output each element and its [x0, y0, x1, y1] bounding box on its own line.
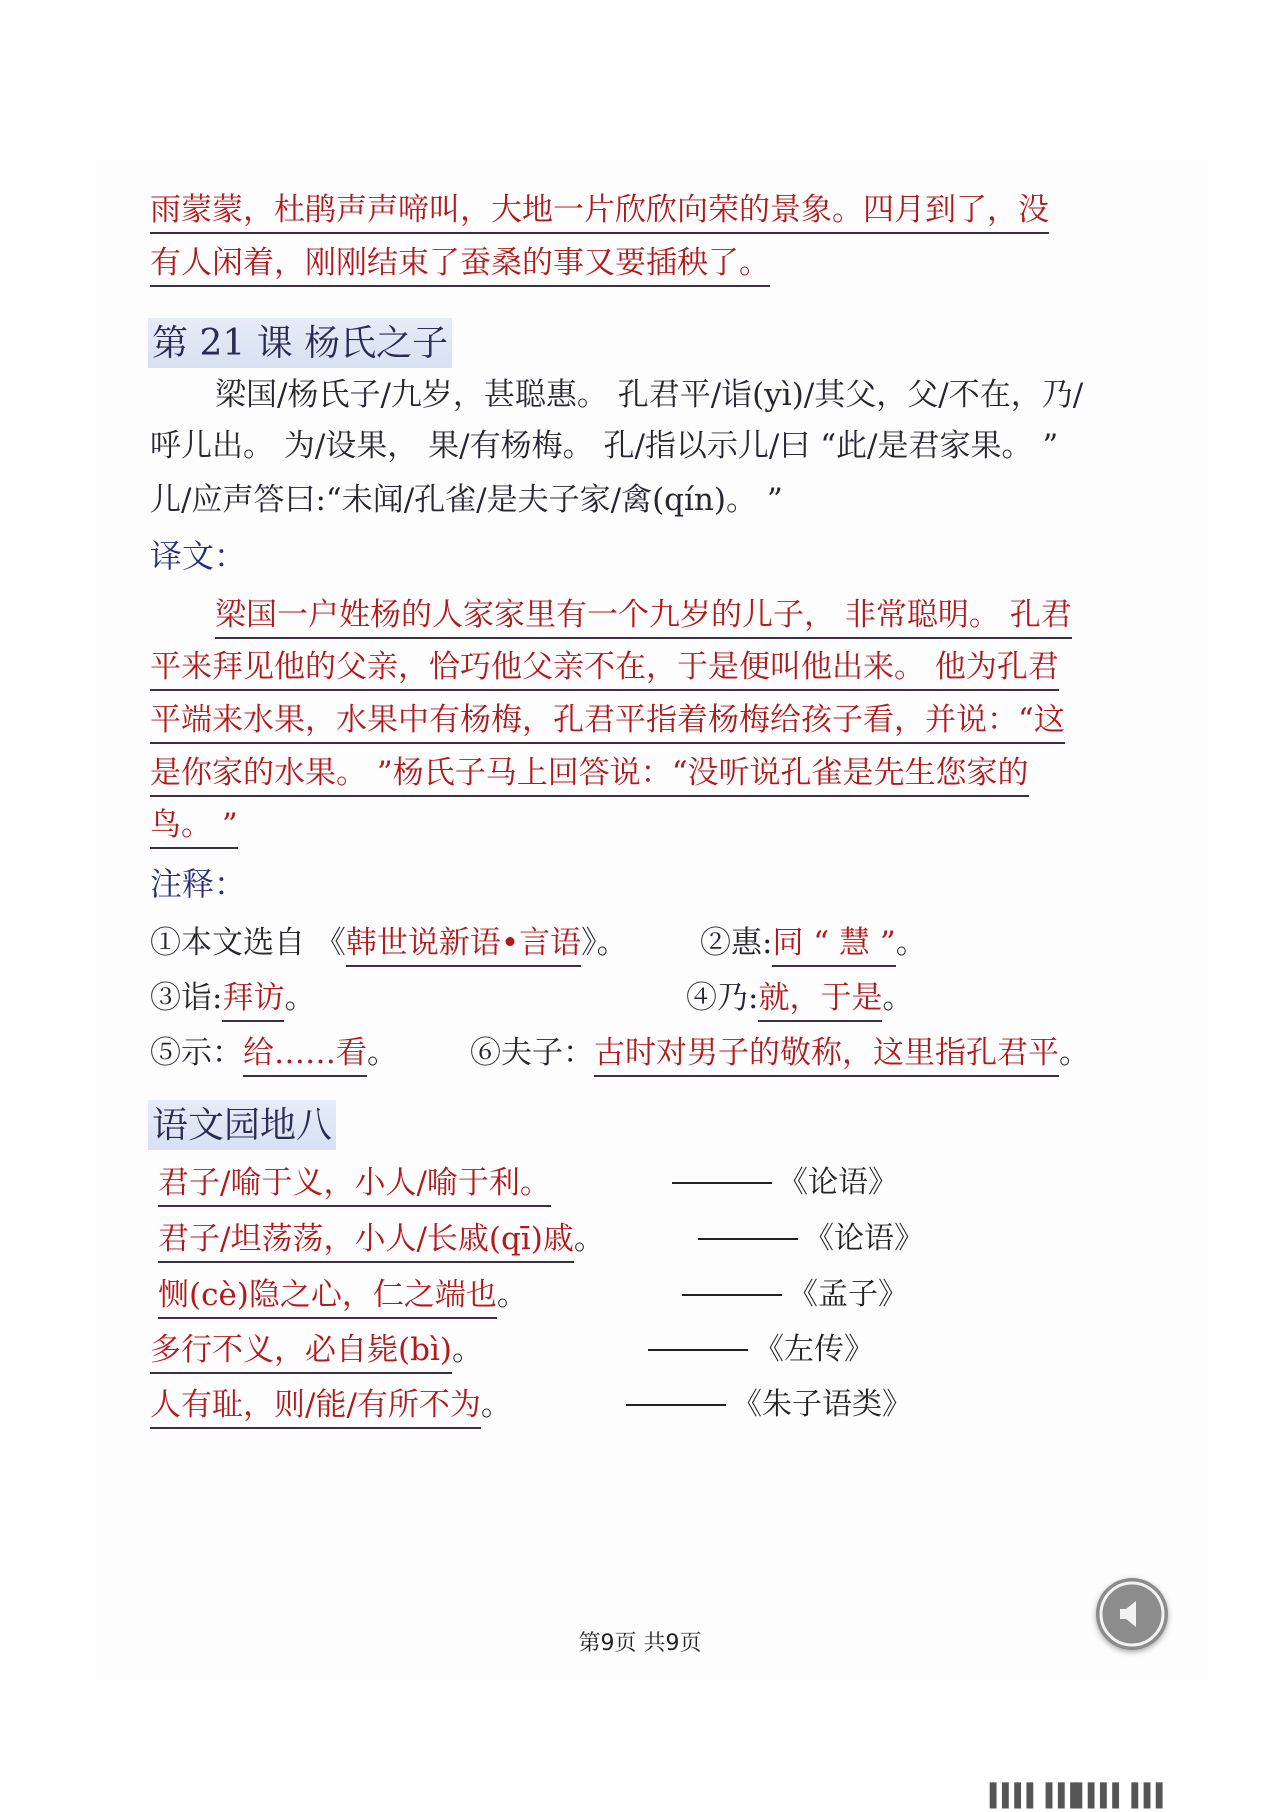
classical-text-line-3: 儿/应声答曰:“未闻/孔雀/是夫子家/禽(qín)。 ”	[150, 482, 783, 518]
quote-4-dash	[648, 1349, 748, 1351]
speaker-button[interactable]	[1096, 1578, 1168, 1650]
page-indicator: 第9页 共9页	[578, 1631, 702, 1656]
notes-label: 注释：	[150, 865, 247, 903]
quote-2: 君子/坦荡荡，小人/长戚(qī)戚。	[158, 1224, 605, 1255]
note-5: ⑤示：给……看。	[150, 1038, 398, 1069]
quote-4-source: 《左传》	[754, 1332, 874, 1367]
note-1: ①本文选自 《韩世说新语•言语》。	[150, 928, 628, 959]
speaker-icon	[1096, 1578, 1168, 1650]
quote-5-dash	[626, 1404, 726, 1406]
translation-line-2: 平来拜见他的父亲，恰巧他父亲不在，于是便叫他出来。 他为孔君	[150, 652, 1059, 683]
quote-5: 人有耻，则/能/有所不为。	[150, 1390, 512, 1421]
quote-3: 恻(cè)隐之心，仁之端也。	[158, 1280, 528, 1311]
quote-4: 多行不义，必自毙(bì)。	[150, 1335, 483, 1366]
intro-line-1: 雨蒙蒙，杜鹃声声啼叫，大地一片欣欣向荣的景象。四月到了，没	[150, 195, 1049, 226]
translation-line-4: 是你家的水果。 ”杨氏子马上回答说：“没听说孔雀是先生您家的	[150, 758, 1029, 789]
note-6: ⑥夫子：古时对男子的敬称，这里指孔君平。	[470, 1038, 1090, 1069]
quote-3-dash	[682, 1294, 782, 1296]
watermark-glyphs: ▌▌▌▌▐▐▐▌▌▌▌▐▐▐	[990, 1784, 1162, 1809]
quote-1: 君子/喻于义，小人/喻于利。	[158, 1168, 551, 1199]
intro-line-2: 有人闲着，刚刚结束了蚕桑的事又要插秧了。	[150, 248, 770, 279]
translation-line-1: 梁国一户姓杨的人家家里有一个九岁的儿子， 非常聪明。 孔君	[215, 600, 1072, 631]
classical-text-line-2: 呼儿出。 为/设果， 果/有杨梅。 孔/指以示儿/曰 “此/是君家果。 ”	[150, 428, 1059, 464]
translation-label: 译文：	[150, 537, 247, 575]
translation-line-5: 鸟。 ”	[150, 810, 238, 841]
lesson-21-heading: 第 21 课 杨氏之子	[148, 318, 452, 368]
quote-2-dash	[698, 1238, 798, 1240]
quote-1-source: 《论语》	[778, 1165, 898, 1200]
garden-8-heading: 语文园地八	[148, 1100, 336, 1150]
note-2: ②惠:同 “ 慧 ”。	[700, 928, 927, 959]
quote-3-source: 《孟子》	[788, 1277, 908, 1312]
classical-text-line-1: 梁国/杨氏子/九岁，甚聪惠。 孔君平/诣(yì)/其父，父/不在，乃/	[215, 377, 1084, 413]
translation-line-3: 平端来水果，水果中有杨梅，孔君平指着杨梅给孩子看，并说：“这	[150, 705, 1065, 736]
note-4: ④乃:就，于是。	[686, 983, 913, 1014]
quote-5-source: 《朱子语类》	[732, 1387, 912, 1422]
quote-2-source: 《论语》	[804, 1221, 924, 1256]
note-3: ③诣:拜访。	[150, 983, 315, 1014]
quote-1-dash	[672, 1182, 772, 1184]
